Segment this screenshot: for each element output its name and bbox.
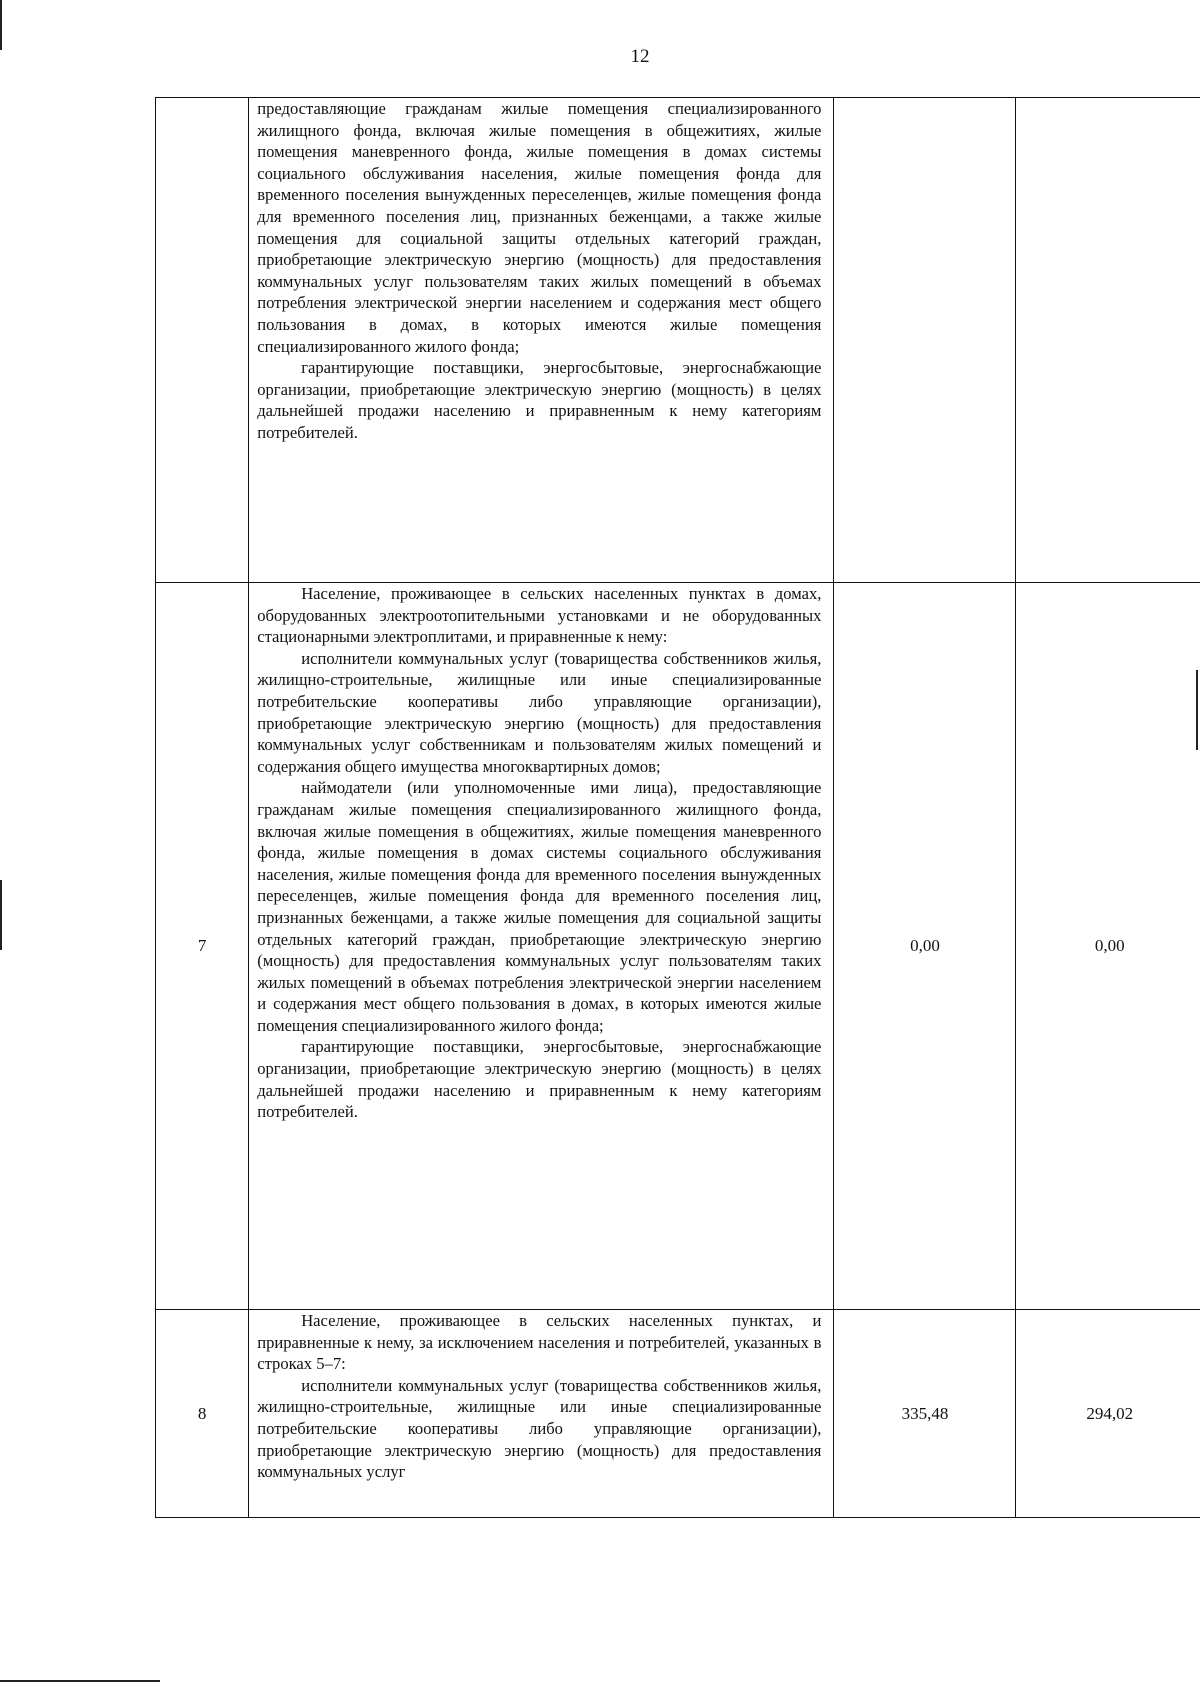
- scan-edge-mark: [0, 0, 2, 50]
- value-cell-2: 294,02: [1016, 1310, 1200, 1518]
- paragraph: гарантирующие поставщики, энергосбытовые, энергоснабжающие организации, приобретающие электрическую энергию (мощность) в целях дальнейшей продажи населению и приравненным к нему категориям потребителей.: [257, 358, 822, 442]
- paragraph: Население, проживающее в сельских населенных пунктах, и приравненные к нему, за исключением населения и потребителей, указанных в строках 5–7:: [257, 1311, 822, 1374]
- description-cell: [249, 583, 834, 1310]
- page-number: 12: [630, 46, 650, 67]
- scan-edge-mark: [0, 1680, 160, 1682]
- paragraph: исполнители коммунальных услуг (товарищества собственников жилья, жилищно-строительные, жилищные или иные специализированные потребительские кооперативы либо управляющие организации), приобретающие электрическую энергию (мощность) для предоставления коммунальных услуг: [257, 1375, 822, 1482]
- value-cell-1: [834, 98, 1016, 583]
- scan-edge-mark: [1196, 670, 1198, 750]
- paragraph: исполнители коммунальных услуг (товарищества собственников жилья, жилищно-строительные, жилищные или иные специализированные потребительские кооперативы либо управляющие организации), приобретающие электрическую энергию (мощность) для предоставления коммунальных услуг собственникам и пользователям жилых помещений и содержания общего имущества многоквартирных домов;: [257, 648, 822, 776]
- table-row: [156, 583, 1200, 1310]
- value-cell-1: 335,48: [834, 1310, 1016, 1518]
- table-row: [156, 1310, 1200, 1518]
- value-cell-1: 0,00: [834, 583, 1016, 1310]
- paragraph: гарантирующие поставщики, энергосбытовые, энергоснабжающие организации, приобретающие электрическую энергию (мощность) в целях дальнейшей продажи населению и приравненным к нему категориям потребителей.: [257, 1037, 822, 1122]
- description-cell: [249, 98, 834, 583]
- paragraph: Население, проживающее в сельских населенных пунктах в домах, оборудованных электроотопительными установками и не оборудованных стационарными электроплитами, и приравненные к нему:: [257, 584, 822, 647]
- value-cell-2: [1016, 98, 1200, 583]
- description-cell: [249, 1310, 834, 1518]
- row-number-cell: 7: [156, 583, 249, 1310]
- value-cell-2: 0,00: [1016, 583, 1200, 1310]
- paragraph: предоставляющие гражданам жилые помещения специализированного жилищного фонда, включая жилые помещения в общежитиях, жилые помещения маневренного фонда, жилые помещения в домах системы социального обслуживания населения, жилые помещения фонда для временного поселения вынужденных переселенцев, жилые помещения фонда для временного поселения лиц, признанных беженцами, а также жилые помещения для социальной защиты отдельных категорий граждан, приобретающие электрическую энергию (мощность) для предоставления коммунальных услуг пользователям таких жилых помещений в объемах потребления электрической энергии населением и содержания мест общего пользования в домах, в которых имеются жилые помещения специализированного жилого фонда;: [257, 99, 822, 356]
- paragraph: наймодатели (или уполномоченные ими лица), предоставляющие гражданам жилые помещения специализированного жилищного фонда, включая жилые помещения в общежитиях, жилые помещения маневренного фонда, жилые помещения в домах системы социального обслуживания населения, жилые помещения фонда для временного поселения вынужденных переселенцев, жилые помещения фонда для временного поселения лиц, признанных беженцами, а также жилые помещения для социальной защиты отдельных категорий граждан, приобретающие электрическую энергию (мощность) для предоставления коммунальных услуг пользователям таких жилых помещений в объемах потребления электрической энергии населением и содержания мест общего пользования в домах, в которых имеются жилые помещения специализированного жилого фонда;: [257, 778, 822, 1035]
- table-row: [156, 98, 1200, 583]
- row-number-cell: 8: [156, 1310, 249, 1518]
- scan-edge-mark: [0, 880, 2, 950]
- row-number-cell: [156, 98, 249, 583]
- tariff-table: [155, 97, 1200, 1518]
